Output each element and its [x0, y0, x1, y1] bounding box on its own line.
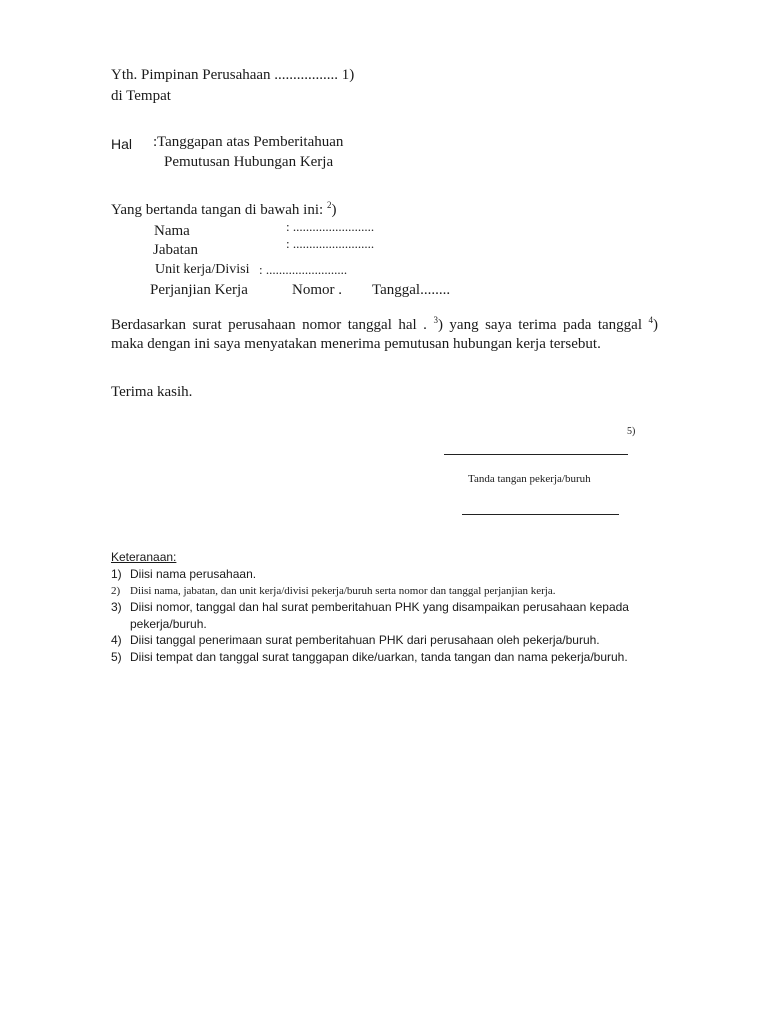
field-name-value: : ......................... — [286, 219, 375, 234]
subject-line-2: Pemutusan Hubungan Kerja — [164, 154, 334, 170]
note-text: Diisi tempat dan tanggal surat tanggapan dike/uarkan, tanda tangan dan nama pekerja/buruh. — [130, 649, 628, 664]
note-number: 5) — [111, 649, 122, 664]
note-item — [111, 599, 671, 632]
note-number: 1) — [111, 567, 122, 581]
addressee-line: Yth. Pimpinan Perusahaan ................. 1) — [111, 67, 355, 83]
signatory-intro-after: ) — [331, 202, 337, 218]
note-text: Diisi nama perusahaan. — [130, 567, 257, 581]
agreement-label: Perjanjian Kerja — [150, 282, 248, 298]
note-item — [111, 649, 671, 666]
signatory-intro — [111, 202, 336, 219]
signature-place-date-line — [444, 454, 628, 455]
agreement-number-label: Nomor . — [292, 282, 342, 298]
field-unit-label: Unit kerja/Divisi — [155, 262, 250, 277]
notes-list — [111, 566, 671, 665]
subject-colon: : — [153, 134, 158, 150]
body-text-1: Berdasarkan surat perusahaan nomor tanggal hal . — [111, 317, 434, 333]
subject-label: Hal — [111, 136, 133, 152]
note-text: Diisi nomor, tanggal dan hal surat pemberitahuan PHK yang disampaikan perusahaan kepada pekerja/buruh. — [130, 600, 629, 631]
field-position-value: : ......................... — [286, 236, 375, 251]
note-number: 2) — [111, 584, 121, 597]
body-ref-3: 3 — [433, 315, 438, 325]
field-position-label: Jabatan — [153, 242, 198, 258]
agreement-date-label: Tanggal........ — [372, 282, 451, 298]
closing-text: Terima kasih. — [111, 384, 193, 400]
body-text-3: ) maka dengan ini saya menyatakan menerima pemutusan hubungan kerja tersebut. — [111, 317, 658, 352]
note-number: 4) — [111, 633, 122, 647]
body-text-2: ) yang saya terima pada tanggal — [437, 317, 649, 333]
note-number: 3) — [111, 600, 122, 614]
signatory-intro-text: Yang bertanda tangan di bawah ini: — [111, 202, 327, 218]
notes-title: Keteranaan: — [111, 550, 177, 564]
field-name-label: Nama — [154, 223, 190, 239]
body-ref-4: 4 — [648, 315, 653, 325]
signature-name-line — [462, 514, 619, 515]
signature-caption: Tanda tangan pekerja/buruh — [468, 473, 591, 485]
body-paragraph — [111, 316, 658, 354]
note-text: Diisi nama, jabatan, dan unit kerja/divisi pekerja/buruh serta nomor dan tanggal perjanjian kerja. — [130, 584, 556, 597]
addressee-location: di Tempat — [111, 88, 171, 104]
subject-line-1: Tanggapan atas Pemberitahuan — [157, 134, 344, 150]
field-unit-value: : ......................... — [259, 262, 348, 277]
note-text: Diisi tanggal penerimaan surat pemberitahuan PHK dari perusahaan oleh pekerja/buruh. — [130, 633, 600, 647]
signatory-intro-ref: 2 — [326, 200, 332, 210]
note-item — [111, 583, 671, 600]
note-item — [111, 566, 671, 583]
note-item — [111, 632, 671, 649]
signature-ref: 5) — [627, 426, 636, 437]
